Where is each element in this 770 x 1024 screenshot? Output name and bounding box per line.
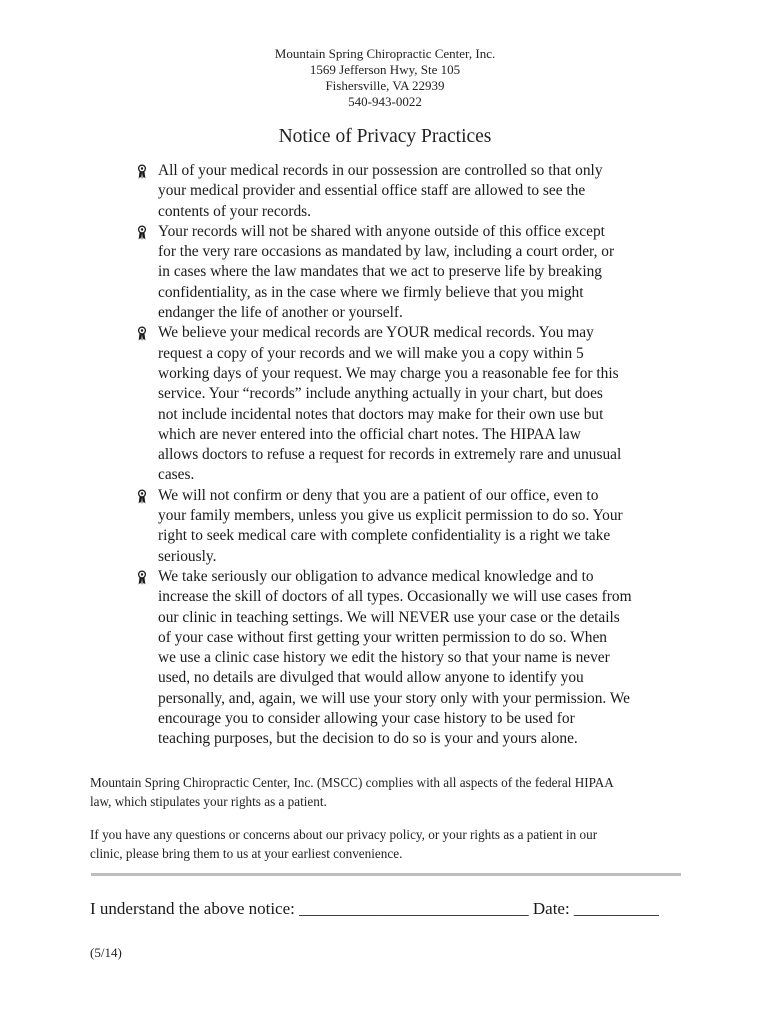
bullet-line: right to seek medical care with complete confidentiality is a right we take [158,527,611,545]
hipaa-compliance-paragraph [90,773,690,811]
bullet-line: contents of your records. [158,202,312,220]
bullet-line: All of your medical records in our possession are controlled so that only [158,162,603,179]
bullet-line: service. Your “records” include anything actually in your chart, but does [158,385,603,403]
ribbon-award-icon [136,225,148,241]
paragraph-line: law, which stipulates your rights as a patient. [90,794,327,809]
bullet-line: We take seriously our obligation to advance medical knowledge and to [158,567,594,585]
privacy-bullet-item [130,567,690,750]
bullet-line: teaching purposes, but the decision to do so is your and yours alone. [158,730,578,748]
bullet-line: for the very rare occasions as mandated by law, including a court order, or [158,243,615,261]
revision-date: (5/14) [90,945,122,960]
bullet-line: used, no details are divulged that would allow anyone to identify you [158,669,584,687]
bullet-line: your family members, unless you give us explicit permission to do so. Your [158,507,623,525]
ribbon-award-icon [136,489,148,505]
bullet-line: of your case without first getting your written permission to do so. When [158,628,607,646]
paragraph-line: Mountain Spring Chiropractic Center, Inc. (MSCC) complies with all aspects of the federal HIPAA [90,775,614,790]
practice-header [0,46,770,110]
bullet-line: allows doctors to refuse a request for records in extremely rare and unusual [158,446,622,464]
acknowledgement-signature-line[interactable]: I understand the above notice: ___________________________ Date: __________ [90,899,659,918]
bullet-line: your medical provider and essential office staff are allowed to see the [158,182,586,200]
bullet-line: request a copy of your records and we will make you a copy within 5 [158,344,584,362]
bullet-line: cases. [158,466,195,484]
privacy-bullet-item [130,323,690,485]
paragraph-line: clinic, please bring them to us at your earliest convenience. [90,846,403,861]
divider [91,873,681,876]
bullet-line: encourage you to consider allowing your case history to be used for [158,710,575,728]
bullet-line: in cases where the law mandates that we act to preserve life by breaking [158,263,603,281]
practice-phone: 540-943-0022 [348,94,422,109]
bullet-line: personally, and, again, we will use your story only with your permission. We [158,689,630,707]
privacy-bullet-item [130,486,690,567]
bullet-line: confidentiality, as in the case where we firmly believe that you might [158,283,584,301]
privacy-bullet-list [130,161,690,750]
privacy-bullet-item [130,161,690,222]
bullet-line: which are never entered into the official chart notes. The HIPAA law [158,425,581,443]
practice-street: 1569 Jefferson Hwy, Ste 105 [309,62,461,77]
questions-paragraph [90,825,690,863]
bullet-line: We will not confirm or deny that you are a patient of our office, even to [158,486,599,504]
practice-name: Mountain Spring Chiropractic Center, Inc. [274,46,496,61]
bullet-line: we use a clinic case history we edit the history so that your name is never [158,649,610,667]
bullet-line: endanger the life of another or yourself. [158,304,403,322]
bullet-line: We believe your medical records are YOUR medical records. You may [158,324,594,342]
paragraph-line: If you have any questions or concerns about our privacy policy, or your rights as a patient in our [90,827,598,842]
bullet-line: Your records will not be shared with anyone outside of this office except [158,222,605,240]
ribbon-award-icon [136,570,148,586]
privacy-bullet-item [130,222,690,323]
document-title: Notice of Privacy Practices [278,126,492,147]
practice-city: Fishersville, VA 22939 [325,78,445,93]
bullet-line: increase the skill of doctors of all types. Occasionally we will use cases from [158,588,632,606]
bullet-line: working days of your request. We may charge you a reasonable fee for this [158,364,619,382]
ribbon-award-icon [136,326,148,342]
bullet-line: not include incidental notes that doctors may make for their own use but [158,405,604,423]
ribbon-award-icon [136,164,148,180]
bullet-line: our clinic in teaching settings. We will NEVER use your case or the details [158,608,620,626]
bullet-line: seriously. [158,547,217,565]
